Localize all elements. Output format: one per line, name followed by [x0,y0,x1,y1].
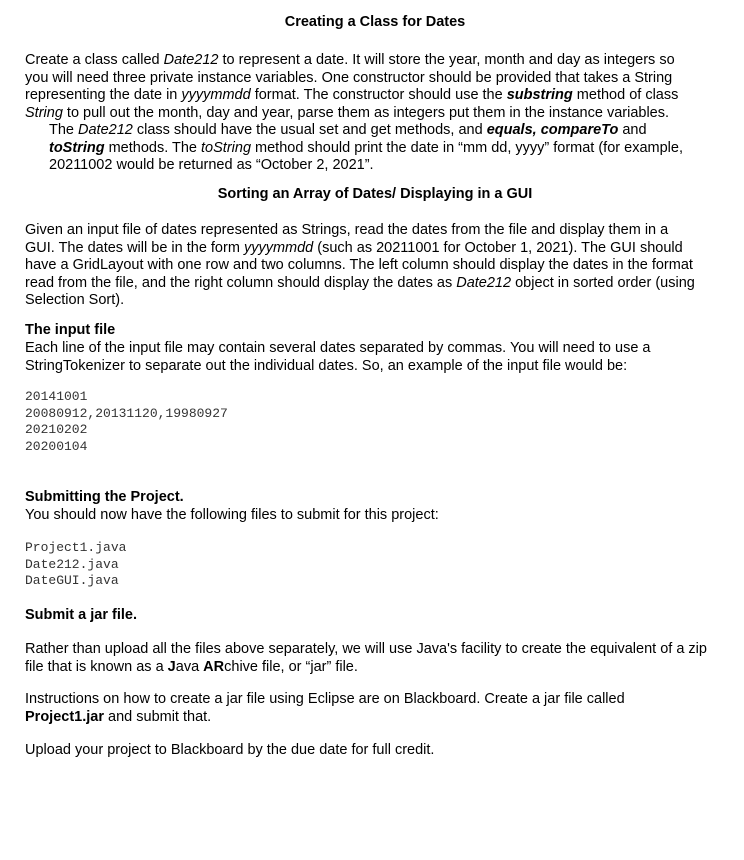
code-block-input [25,389,228,455]
text-run: substring [506,87,573,104]
text-run: toString [49,139,105,156]
text-run: and [618,122,647,138]
text-run: Date212 [163,52,219,68]
paragraph-jar-instructions [25,691,701,726]
code-line: 20210202 [25,422,88,438]
paragraph-date-class [25,52,701,122]
text-run: Date212 [78,122,133,138]
text-run: toString [201,139,252,156]
text-run: to pull out the month, day and year, parse them as integers put them in the instance variables. [62,104,670,121]
text-run: (such as 20211001 for October 1, 2021). The GUI should have a GridLayout with one row and two columns. The left column should display the dates in the format read from the file, and the right column should display the dates as [25,239,693,291]
file-name: Project1.java [25,540,127,555]
text-run: format. The constructor should use the [250,87,507,104]
paragraph-date-methods [25,122,701,175]
text-run: class should have the usual set and get methods, and [132,122,487,138]
text-run: Instructions on how to create a jar file using Eclipse are on Blackboard. Create a jar file called [25,691,625,707]
paragraph-input-file: Each line of the input file may contain several dates separated by commas. You will need to use a StringTokenizer to separate out the individual dates. So, an example of the input file would be: [25,340,651,374]
text-run: chive file, or “jar” file. [224,658,358,675]
code-line: 20080912,20131120,19980927 [25,405,228,421]
file-name: Date212.java [25,556,119,572]
text-run: equals, compareTo [486,122,619,138]
code-line: 20141001 [25,389,88,404]
section-title-dates: Creating a Class for Dates [284,14,466,30]
paragraph-submitting: You should now have the following files to submit for this project: [25,507,439,523]
code-line: 20200104 [25,438,88,454]
paragraph-jar-intro [25,641,711,676]
text-run: Project1.jar [25,708,104,725]
text-run: Given an input file of dates represented as Strings, read the dates from the file and display them in a GUI. The dates will be in the form [25,222,669,256]
text-run: methods. The [104,139,202,156]
text-run: yyyymmdd [181,87,251,104]
text-run: method should print the date in “mm dd, yyyy” format (for example, 20211002 would be returned as “October 2, 2021”. [49,139,683,174]
text-run: The [49,122,79,138]
text-run: AR [203,658,225,675]
subheading-submitting: Submitting the Project. [25,489,184,505]
text-run: method of class [572,87,679,104]
text-run: Date212 [456,274,512,291]
text-run: yyyymmdd [243,239,314,256]
text-run: object in sorted order (using Selection Sort). [25,274,695,309]
subheading-jar: Submit a jar file. [25,607,137,623]
text-run: ava [175,658,204,675]
file-name: DateGUI.java [25,573,119,589]
text-run: Rather than upload all the files above separately, we will use Java's facility to create the equivalent of a zip file that is known as a [25,641,707,675]
text-run: and submit that. [104,708,212,725]
text-run: J [167,658,176,675]
section-title-sorting: Sorting an Array of Dates/ Displaying in a GUI [217,186,533,202]
code-block-files [25,540,126,590]
subheading-input-file: The input file [25,322,116,338]
text-run: Create a class called [25,52,164,68]
paragraph-upload: Upload your project to Blackboard by the due date for full credit. [25,742,435,758]
text-run: to represent a date. It will store the year, month and day as integers so you will need three private instance variables. One constructor should be provided that takes a String representing the date in [25,52,675,104]
paragraph-gui [25,222,701,310]
text-run: String [25,104,63,121]
